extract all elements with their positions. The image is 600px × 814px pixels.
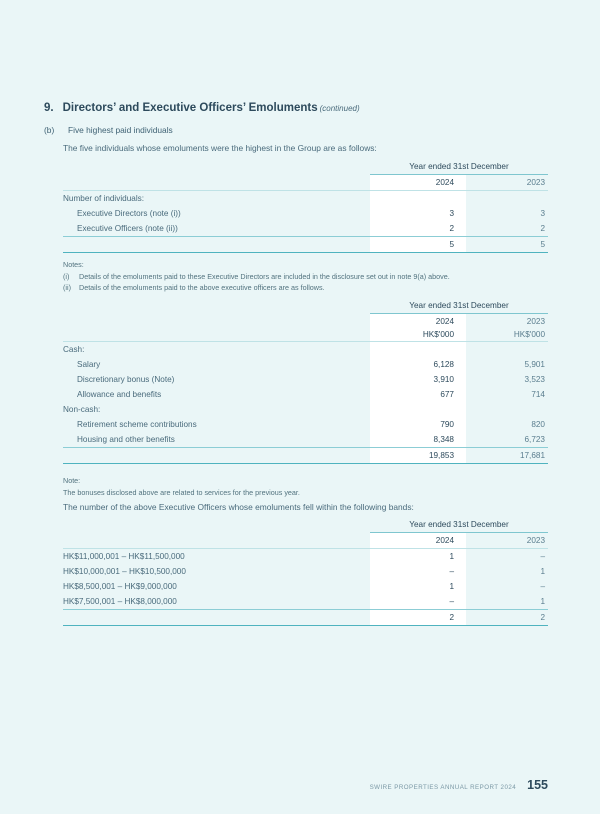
footer-page-number: 155 <box>527 778 548 792</box>
row-value-2024 <box>370 191 466 207</box>
row-value-2023: 1 <box>540 597 545 606</box>
page-footer <box>370 778 548 792</box>
total-label <box>63 237 370 253</box>
row-value-2023: 3 <box>540 209 545 218</box>
row-value-2023: 2 <box>540 224 545 233</box>
notes-text-2: The bonuses disclosed above are related to services for the previous year. <box>63 487 300 497</box>
col-header-2024-t2: 2024 <box>370 314 466 330</box>
row-label: Cash: <box>63 345 85 354</box>
table-row <box>63 191 548 207</box>
table-row-period-header <box>63 518 548 533</box>
table-emolument-bands <box>63 518 548 626</box>
subsection-label: (b) <box>44 125 55 135</box>
row-label: HK$11,000,001 – HK$11,500,000 <box>63 552 185 561</box>
col-header-2023-t3: 2023 <box>526 536 545 545</box>
note-marker: (i) <box>63 271 70 281</box>
row-value-2023: – <box>540 582 545 591</box>
table-row-unit-header <box>63 329 548 341</box>
row-value-2023: 5,901 <box>524 360 545 369</box>
note-continued-label: (continued) <box>319 104 360 113</box>
row-label: HK$8,500,001 – HK$9,000,000 <box>63 582 177 591</box>
note-text: Details of the emoluments paid to the above executive officers are as follows. <box>79 283 325 292</box>
table-emoluments-breakdown <box>63 299 548 464</box>
note-number: 9. <box>44 102 54 114</box>
table-row-total <box>63 237 548 253</box>
total-value-2023: 17,681 <box>519 451 545 460</box>
col-unit-2023-t2: HK$'000 <box>513 330 545 339</box>
col-header-2023-t2: 2023 <box>526 317 545 326</box>
table-row <box>63 221 548 236</box>
total-value-2024: 2 <box>370 610 466 626</box>
row-value-2023 <box>466 402 548 417</box>
total-label <box>63 448 370 464</box>
note-title <box>63 102 360 114</box>
total-value-2023: 2 <box>540 613 545 622</box>
total-label <box>63 610 370 626</box>
row-value-2023: 1 <box>540 567 545 576</box>
table-number-of-individuals <box>63 160 548 253</box>
note-title-text: Directors’ and Executive Officers’ Emoluments <box>62 102 318 114</box>
row-value-2024: – <box>370 564 466 579</box>
row-value-2023: 714 <box>531 390 545 399</box>
table-row-period-header <box>63 299 548 314</box>
row-value-2023: – <box>540 552 545 561</box>
table-row <box>63 206 548 221</box>
row-value-2023 <box>466 342 548 358</box>
row-value-2023: 6,723 <box>524 435 545 444</box>
subsection-heading <box>44 125 173 135</box>
table-row <box>63 372 548 387</box>
intro-paragraph-3: The number of the above Executive Officers whose emoluments fell within the following bands: <box>63 502 414 512</box>
row-value-2024: 1 <box>370 549 466 565</box>
row-value-2024: 6,128 <box>370 357 466 372</box>
subsection-title: Five highest paid individuals <box>68 125 173 135</box>
table-row <box>63 387 548 402</box>
row-label: Executive Directors (note (i)) <box>77 209 181 218</box>
rule-below-total-1 <box>63 252 548 253</box>
note-marker: (ii) <box>63 283 71 292</box>
total-value-2024: 5 <box>370 237 466 253</box>
table-row-total <box>63 610 548 626</box>
row-label: Salary <box>77 360 101 369</box>
notes-block-1 <box>63 259 450 294</box>
note-item <box>63 271 450 283</box>
col-unit-2024-t2: HK$'000 <box>370 329 466 341</box>
row-label: Executive Officers (note (ii)) <box>77 224 178 233</box>
col-header-2024-t1: 2024 <box>370 175 466 191</box>
notes-heading-2: Note: <box>63 476 81 485</box>
table-row <box>63 342 548 358</box>
row-value-2024: 8,348 <box>370 432 466 447</box>
notes-heading-1: Notes: <box>63 260 84 269</box>
row-value-2024: – <box>370 594 466 609</box>
table-row-year-header <box>63 175 548 191</box>
col-header-2024-t3: 2024 <box>370 533 466 549</box>
table-row <box>63 549 548 565</box>
table-row-year-header <box>63 533 548 549</box>
row-label: Number of individuals: <box>63 194 145 203</box>
row-label: Housing and other benefits <box>77 435 175 444</box>
period-header-1: Year ended 31st December <box>370 160 548 175</box>
total-value-2024: 19,853 <box>370 448 466 464</box>
table-row-total <box>63 448 548 464</box>
table-row <box>63 432 548 447</box>
row-value-2023 <box>466 191 548 207</box>
row-value-2024 <box>370 342 466 358</box>
row-label: Allowance and benefits <box>77 390 162 399</box>
table-row <box>63 564 548 579</box>
row-value-2024: 2 <box>370 221 466 236</box>
col-header-2023-t1: 2023 <box>526 178 545 187</box>
note-item <box>63 282 450 294</box>
row-value-2023: 3,523 <box>524 375 545 384</box>
row-value-2024 <box>370 402 466 417</box>
footer-report-name: SWIRE PROPERTIES ANNUAL REPORT 2024 <box>369 784 517 791</box>
table-row <box>63 594 548 609</box>
note-text: Details of the emoluments paid to these Executive Directors are included in the disclosure set out in note 9(a) above. <box>79 271 450 281</box>
row-value-2023: 820 <box>531 420 545 429</box>
row-value-2024: 677 <box>370 387 466 402</box>
row-value-2024: 1 <box>370 579 466 594</box>
period-header-2: Year ended 31st December <box>370 299 548 314</box>
period-header-3: Year ended 31st December <box>370 518 548 533</box>
row-label: HK$7,500,001 – HK$8,000,000 <box>63 597 177 606</box>
table-row <box>63 402 548 417</box>
intro-paragraph-1: The five individuals whose emoluments were the highest in the Group are as follows: <box>63 143 377 153</box>
table-row-period-header <box>63 160 548 175</box>
row-label: Discretionary bonus (Note) <box>77 375 175 384</box>
page-title <box>44 102 544 114</box>
table-row-year-header <box>63 314 548 330</box>
table-row <box>63 417 548 432</box>
row-label: HK$10,000,001 – HK$10,500,000 <box>63 567 186 576</box>
table-row <box>63 357 548 372</box>
row-value-2024: 790 <box>370 417 466 432</box>
notes-block-2 <box>63 475 300 498</box>
row-value-2024: 3 <box>370 206 466 221</box>
total-value-2023: 5 <box>540 240 545 249</box>
row-value-2024: 3,910 <box>370 372 466 387</box>
rule-below-total-3 <box>63 625 548 626</box>
row-label: Retirement scheme contributions <box>77 420 197 429</box>
table-row <box>63 579 548 594</box>
row-label: Non-cash: <box>63 405 101 414</box>
rule-below-total-2 <box>63 463 548 464</box>
